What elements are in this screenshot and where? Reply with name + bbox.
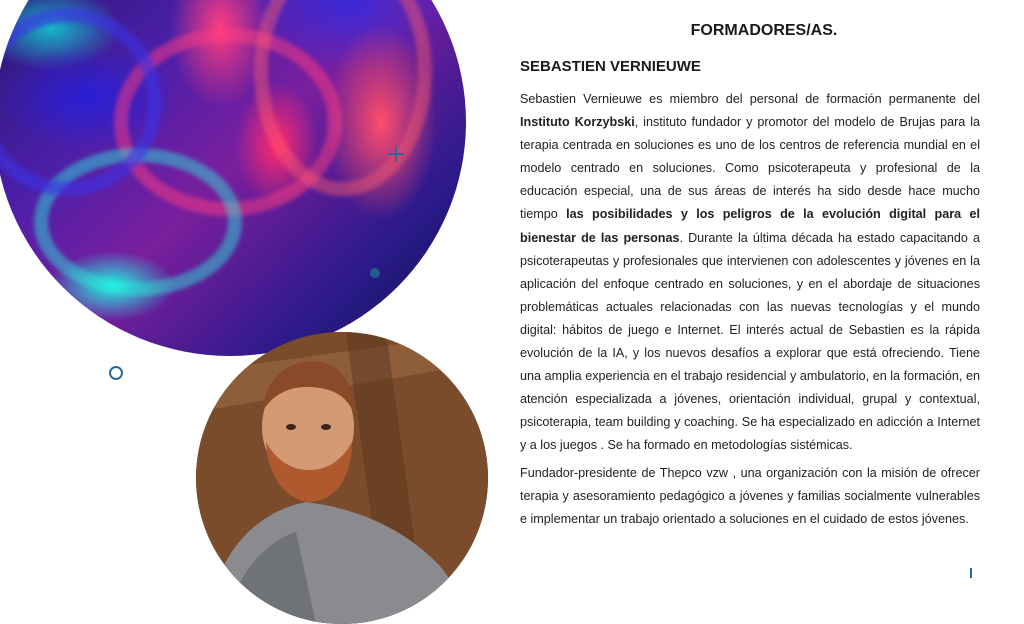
trainer-bio-paragraph-2: Fundador-presidente de Thepco vzw , una organización con la misión de ofrecer terapia y asesoramiento pedagógico a jóvenes y familias socialmente vulnerables e implementar un trabajo orientado a soluciones en el cuidado de estos jóvenes. xyxy=(520,466,980,527)
bio-text: Sebastien Vernieuwe es miembro del personal de formación permanente del xyxy=(520,92,980,106)
ring-decoration-icon xyxy=(109,366,123,380)
dot-decoration-icon xyxy=(370,268,380,278)
institute-name: Instituto Korzybski xyxy=(520,115,635,130)
page-title: FORMADORES/AS. xyxy=(690,22,838,39)
bio-text: . Durante la última década ha estado capacitando a psicoterapeutas y profesionales que intervienen con adolescentes y jóvenes en la aplicación del enfoque centrado en soluciones, y en el abordaje de situaciones problemáticas actuales relacionadas con las nuevas tecnologías y el mundo digital: hábitos de juego e Internet. El interés actual de Sebastien es la rápida evolución de la IA, y los nuevos desafíos a explorar que está ofreciendo. Tiene una amplia experiencia en el trabajo residencial y ambulatorio, en la formación, en atención especializada a jóvenes, orientación individual, grupal y contextual, psicoterapia, team building y coaching. Se ha especializado en adicción a Internet y a los juegos . Se ha formado en metodologías sistémicas. xyxy=(520,230,980,453)
abstract-art-circle xyxy=(0,0,466,356)
trainer-portrait-photo xyxy=(196,332,488,624)
bio-highlight: las posibilidades y los peligros de la evolución digital para el bienestar de las personas xyxy=(520,207,980,245)
plus-decoration-icon xyxy=(388,146,404,162)
line-decoration-icon xyxy=(970,568,972,578)
trainer-bio-paragraph xyxy=(520,88,980,458)
bio-text: , instituto fundador y promotor del modelo de Brujas para la terapia centrada en soluciones es uno de los centros de referencia mundial en el modelo centrado en soluciones. Como psicoterapeuta y profesional de la educación especial, una de sus áreas de interés ha sido desde hace mucho tiempo xyxy=(520,115,980,222)
trainer-name: SEBASTIEN VERNIEUWE xyxy=(520,58,701,75)
portrait-illustration xyxy=(196,332,488,624)
